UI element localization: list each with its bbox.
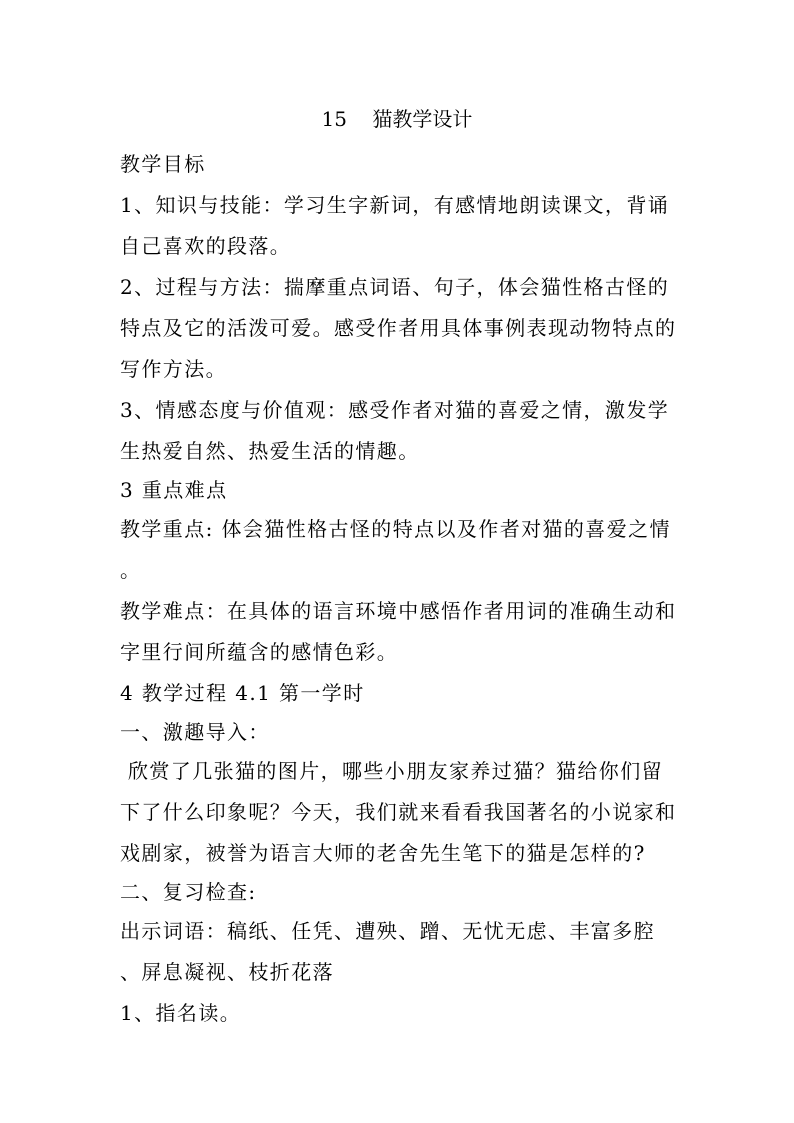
step-heading-review: 二、复习检查: xyxy=(120,880,257,904)
section-heading-process: 4 教学过程 4.1 第一学时 xyxy=(120,681,365,705)
review-step-1: 1、指名读。 xyxy=(120,1001,242,1025)
objective-emotion-values: 3、情感态度与价值观：感受作者对猫的喜爱之情，激发学生热爱自然、热爱生活的情趣。 xyxy=(120,398,670,463)
objective-process-methods: 2、过程与方法：揣摩重点词语、句子，体会猫性格古怪的特点及它的活泼可爱。感受作者用具体事例表现动物特点的写作方法。 xyxy=(120,275,677,381)
section-heading-key-points: 3 重点难点 xyxy=(120,478,228,502)
teaching-difficulty: 教学难点：在具体的语言环境中感悟作者用词的准确生动和字里行间所蕴含的感情色彩。 xyxy=(120,599,677,664)
vocabulary-list: 出示词语：稿纸、任凭、遭殃、蹭、无忧无虑、丰富多腔 、屏息凝视、枝折花落 xyxy=(120,919,655,984)
objective-knowledge-skills: 1、知识与技能：学习生字新词，有感情地朗读课文，背诵自己喜欢的段落。 xyxy=(120,193,670,258)
introduction-text: 欣赏了几张猫的图片，哪些小朋友家养过猫？猫给你们留下了什么印象呢？今天，我们就来看看我国著名的小说家和戏剧家，被誉为语言大师的老舍先生笔下的猫是怎样的? xyxy=(120,759,677,865)
teaching-key-point: 教学重点: 体会猫性格古怪的特点以及作者对猫的喜爱之情 。 xyxy=(120,517,671,582)
document-title: 15 猫教学设计 xyxy=(321,107,473,131)
document-body xyxy=(120,144,680,1034)
section-heading-objectives: 教学目标 xyxy=(120,152,206,176)
step-heading-introduction: 一、激趣导入： xyxy=(120,720,270,744)
